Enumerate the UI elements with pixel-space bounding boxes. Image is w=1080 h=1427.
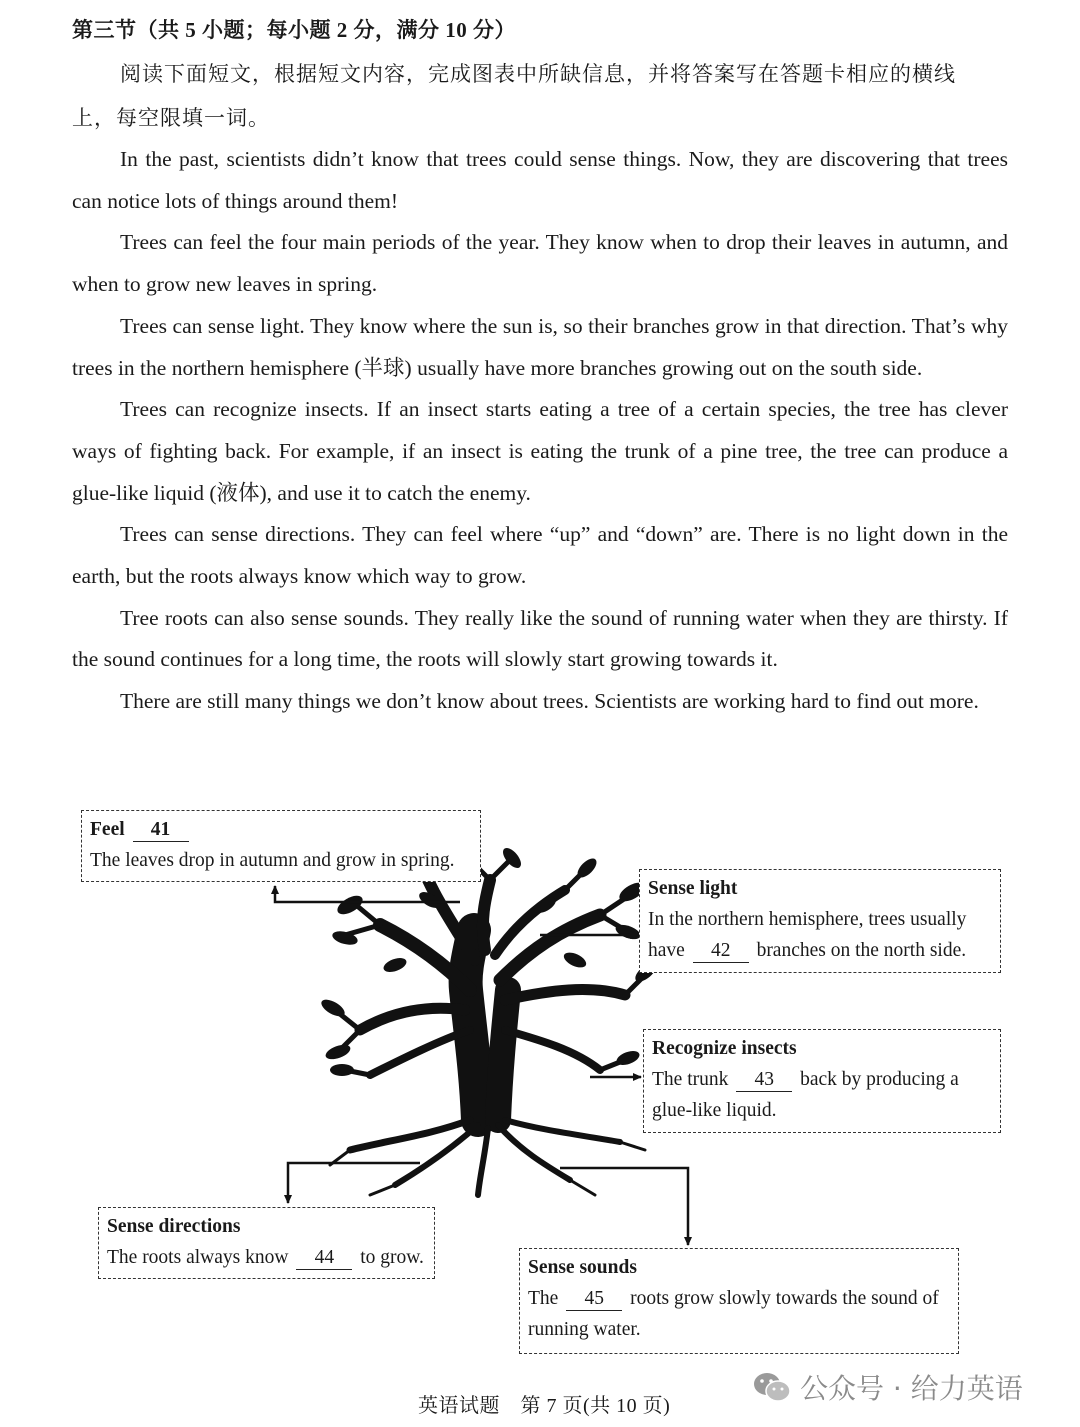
article-paragraph: Trees can recognize insects. If an insect starts eating a tree of a certain species, the tree has clever ways of fighting back. For example, if an insect is eating the trunk of a pine tree, the tree can produce a glue-like liquid (液体), and use it to catch the enemy.: [72, 397, 1008, 505]
sense-light-heading: Sense light: [648, 878, 738, 899]
recognize-insects-heading: Recognize insects: [652, 1038, 797, 1059]
recognize-insects-box: [643, 1029, 1001, 1133]
sense-directions-text: The roots always know 44 to grow.: [107, 1247, 424, 1268]
blank-44: 44: [296, 1247, 352, 1270]
feel-heading: Feel 41: [90, 814, 472, 845]
blank-41: 41: [133, 819, 189, 842]
recognize-insects-line-2: The trunk 43 back by producing a: [652, 1069, 959, 1090]
wechat-icon: [752, 1370, 792, 1404]
sense-light-line-2: have 42 branches on the north side.: [648, 940, 967, 961]
article-paragraph: Trees can feel the four main periods of the year. They know when to drop their leaves in autumn, and when to grow new leaves in spring.: [72, 230, 1008, 297]
article-paragraph: In the past, scientists didn’t know that trees could sense things. Now, they are discovering that trees can notice lots of things around them!: [72, 147, 1008, 213]
feel-box: [81, 810, 481, 882]
sense-sounds-heading: Sense sounds: [528, 1257, 637, 1278]
sense-light-line-1: In the northern hemisphere, trees usually: [648, 909, 967, 930]
blank-45: 45: [566, 1288, 622, 1311]
article-paragraph: Trees can sense directions. They can feel where “up” and “down” are. There is no light down in the earth, but the roots always know which way to grow.: [72, 522, 1008, 589]
watermark: [752, 1367, 1023, 1407]
sense-directions-heading: Sense directions: [107, 1216, 241, 1237]
feel-text: The leaves drop in autumn and grow in spring.: [90, 850, 455, 871]
instructions-line-2: 上，每空限填一词。: [72, 106, 270, 130]
blank-42: 42: [693, 940, 749, 963]
article-paragraph: There are still many things we don’t know about trees. Scientists are working hard to find out more.: [120, 689, 979, 714]
sense-sounds-box: [519, 1248, 959, 1354]
sense-light-box: [639, 869, 1001, 973]
watermark-text: 公众号 · 给力英语: [800, 1372, 1023, 1405]
recognize-insects-line-3: glue-like liquid.: [652, 1100, 777, 1121]
sense-sounds-line-2: The 45 roots grow slowly towards the sound of: [528, 1288, 939, 1309]
article-paragraph: Trees can sense light. They know where the sun is, so their branches grow in that direction. That’s why trees in the northern hemisphere (半球) usually have more branches growing out on the south side.: [72, 313, 1008, 380]
blank-43: 43: [736, 1069, 792, 1092]
section-title: 第三节（共 5 小题；每小题 2 分，满分 10 分）: [72, 18, 516, 42]
instructions-line-1: 阅读下面短文，根据短文内容，完成图表中所缺信息，并将答案写在答题卡相应的横线: [120, 62, 956, 86]
article-paragraph: Tree roots can also sense sounds. They really like the sound of running water when they are thirsty. If the sound continues for a long time, the roots will slowly start growing towards it.: [72, 605, 1008, 672]
sense-directions-box: [98, 1207, 435, 1279]
page-footer: 英语试题 第 7 页(共 10 页): [418, 1395, 671, 1417]
sense-sounds-line-3: running water.: [528, 1319, 641, 1340]
